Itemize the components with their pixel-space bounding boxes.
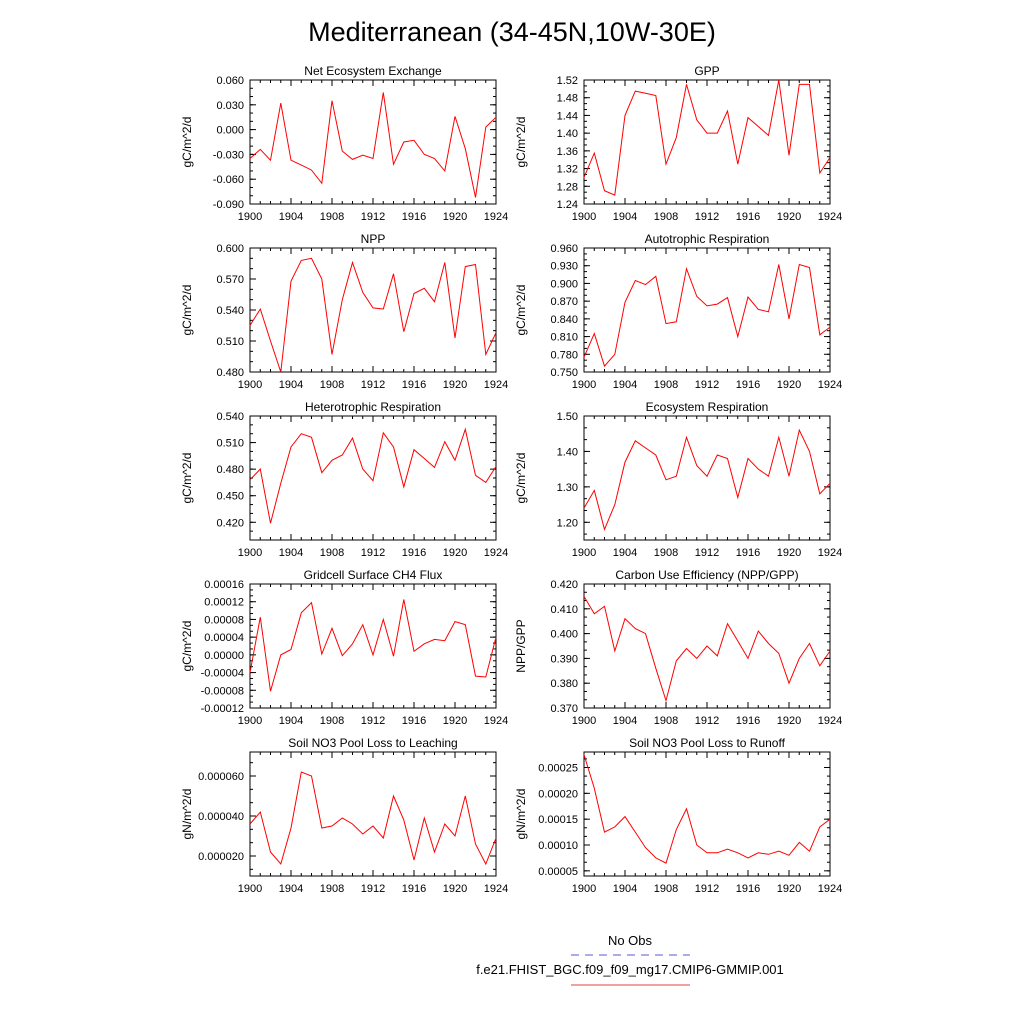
x-tick-label: 1900 — [571, 379, 597, 391]
y-axis-label: gC/m^2/d — [180, 620, 194, 672]
y-tick-label: -0.030 — [212, 149, 244, 162]
y-tick-label: 1.36 — [556, 145, 578, 158]
y-axis-label: gC/m^2/d — [514, 116, 528, 168]
y-tick-label: 1.52 — [556, 75, 578, 87]
x-tick-label: 1900 — [237, 883, 263, 895]
x-tick-label: 1912 — [694, 547, 720, 559]
x-tick-label: 1900 — [237, 715, 263, 727]
series-line — [584, 265, 830, 367]
y-tick-label: 0.000040 — [198, 811, 244, 823]
y-tick-label: 0.00015 — [538, 814, 578, 827]
x-tick-label: 1912 — [360, 211, 386, 223]
y-tick-label: 0.540 — [216, 305, 244, 317]
x-tick-label: 1920 — [776, 379, 802, 391]
x-tick-label: 1912 — [694, 379, 720, 391]
x-tick-label: 1924 — [483, 211, 509, 223]
legend — [476, 933, 784, 985]
x-tick-label: 1904 — [612, 883, 638, 895]
y-tick-label: 0.870 — [550, 296, 578, 309]
panel-title: Soil NO3 Pool Loss to Runoff — [629, 736, 785, 750]
y-axis-label: gC/m^2/d — [180, 452, 194, 504]
series-line — [250, 600, 496, 692]
x-tick-label: 1920 — [442, 379, 468, 391]
series-line — [584, 755, 830, 864]
y-tick-label: -0.060 — [212, 174, 244, 187]
series-line — [250, 92, 496, 197]
y-tick-label: 0.570 — [216, 274, 244, 286]
x-tick-label: 1924 — [483, 883, 509, 895]
y-tick-label: -0.00008 — [200, 685, 244, 698]
x-tick-label: 1908 — [653, 715, 679, 727]
x-tick-label: 1916 — [735, 547, 761, 559]
x-tick-label: 1904 — [278, 715, 304, 727]
x-tick-label: 1920 — [776, 715, 802, 727]
x-tick-label: 1924 — [483, 547, 509, 559]
y-tick-label: 0.420 — [550, 579, 578, 591]
x-tick-label: 1916 — [401, 379, 427, 391]
x-tick-label: 1920 — [776, 547, 802, 559]
chart-panel — [514, 64, 842, 223]
x-tick-label: 1924 — [483, 379, 509, 391]
series-line — [250, 772, 496, 864]
x-tick-label: 1920 — [442, 715, 468, 727]
y-tick-label: 0.420 — [216, 517, 244, 530]
y-tick-label: 0.00025 — [538, 762, 578, 775]
y-tick-label: 0.750 — [550, 367, 578, 379]
y-tick-label: 0.00012 — [204, 596, 244, 609]
y-axis-label: gN/m^2/d — [514, 788, 528, 840]
y-tick-label: 0.450 — [216, 490, 244, 503]
y-tick-label: 0.390 — [550, 653, 578, 666]
x-tick-label: 1916 — [735, 715, 761, 727]
y-tick-label: 1.48 — [556, 92, 578, 105]
x-tick-label: 1912 — [360, 715, 386, 727]
y-tick-label: 0.00008 — [204, 614, 244, 627]
x-tick-label: 1904 — [612, 379, 638, 391]
y-tick-label: 0.540 — [216, 411, 244, 423]
y-tick-label: 0.510 — [216, 336, 244, 348]
x-tick-label: 1900 — [571, 547, 597, 559]
x-tick-label: 1912 — [360, 883, 386, 895]
x-tick-label: 1924 — [817, 547, 843, 559]
x-tick-label: 1920 — [776, 211, 802, 223]
chart-panel — [180, 232, 508, 391]
y-tick-label: 0.510 — [216, 437, 244, 450]
x-tick-label: 1924 — [817, 379, 843, 391]
y-tick-label: 0.810 — [550, 331, 578, 344]
x-tick-label: 1900 — [237, 379, 263, 391]
x-tick-label: 1912 — [694, 883, 720, 895]
plot-frame — [250, 416, 496, 540]
x-tick-label: 1916 — [735, 883, 761, 895]
x-tick-label: 1916 — [401, 547, 427, 559]
panel-title: Gridcell Surface CH4 Flux — [303, 568, 443, 582]
series-line — [584, 80, 830, 195]
panel-title: Soil NO3 Pool Loss to Leaching — [288, 736, 458, 750]
chart-panel — [180, 64, 508, 223]
plot-frame — [250, 80, 496, 204]
y-tick-label: 1.30 — [556, 481, 578, 494]
x-tick-label: 1904 — [612, 715, 638, 727]
y-tick-label: 0.000060 — [198, 771, 244, 783]
x-tick-label: 1920 — [442, 211, 468, 223]
x-tick-label: 1924 — [817, 715, 843, 727]
plot-frame — [584, 752, 830, 876]
legend-label-obs: No Obs — [607, 933, 653, 948]
x-tick-label: 1916 — [401, 715, 427, 727]
y-tick-label: 0.060 — [216, 75, 244, 87]
y-tick-label: 0.000020 — [198, 851, 244, 863]
y-tick-label: 1.40 — [556, 128, 578, 141]
x-tick-label: 1912 — [360, 379, 386, 391]
x-tick-label: 1908 — [653, 547, 679, 559]
x-tick-label: 1908 — [319, 379, 345, 391]
y-tick-label: 0.00000 — [204, 649, 244, 662]
chart-panel — [180, 568, 508, 727]
y-tick-label: 0.380 — [550, 678, 578, 691]
y-tick-label: -0.00004 — [200, 667, 244, 680]
y-tick-label: 0.840 — [550, 313, 578, 326]
y-tick-label: 0.000 — [216, 124, 244, 137]
legend-label-model: f.e21.FHIST_BGC.f09_f09_mg17.CMIP6-GMMIP.001 — [476, 962, 784, 977]
chart-panel — [514, 232, 842, 391]
y-tick-label: 0.900 — [550, 278, 578, 291]
x-tick-label: 1916 — [735, 379, 761, 391]
x-tick-label: 1904 — [278, 379, 304, 391]
series-line — [250, 258, 496, 372]
panel-title: GPP — [694, 64, 720, 78]
chart-panel — [180, 400, 508, 559]
x-tick-label: 1924 — [817, 883, 843, 895]
y-tick-label: 0.780 — [550, 349, 578, 362]
y-tick-label: 0.00010 — [538, 840, 578, 852]
y-tick-label: 0.00004 — [204, 632, 244, 645]
x-tick-label: 1912 — [694, 715, 720, 727]
y-tick-label: 0.400 — [550, 628, 578, 641]
panel-title: Autotrophic Respiration — [644, 232, 770, 246]
y-tick-label: -0.00012 — [200, 703, 244, 715]
panel-title: Heterotrophic Respiration — [304, 400, 442, 414]
series-line — [250, 429, 496, 523]
x-tick-label: 1904 — [612, 547, 638, 559]
series-line — [584, 596, 830, 700]
x-tick-label: 1916 — [401, 883, 427, 895]
x-tick-label: 1916 — [735, 211, 761, 223]
y-tick-label: 0.00005 — [538, 865, 578, 878]
y-tick-label: 0.030 — [216, 99, 244, 112]
panel-title: Ecosystem Respiration — [645, 400, 769, 414]
series-line — [584, 430, 830, 529]
y-tick-label: 0.00016 — [204, 579, 244, 591]
y-tick-label: 0.410 — [550, 603, 578, 616]
y-tick-label: 1.32 — [556, 163, 578, 176]
chart-panel — [180, 736, 508, 895]
y-tick-label: -0.090 — [212, 199, 244, 211]
panel-grid — [180, 64, 842, 895]
y-tick-label: 0.930 — [550, 260, 578, 273]
panel-title: Net Ecosystem Exchange — [304, 64, 442, 78]
y-tick-label: 1.24 — [556, 199, 578, 211]
y-tick-label: 1.20 — [556, 517, 578, 530]
y-axis-label: NPP/GPP — [514, 619, 528, 673]
x-tick-label: 1916 — [401, 211, 427, 223]
x-tick-label: 1900 — [237, 211, 263, 223]
x-tick-label: 1900 — [571, 211, 597, 223]
x-tick-label: 1900 — [237, 547, 263, 559]
plot-frame — [584, 80, 830, 204]
plot-frame — [250, 752, 496, 876]
x-tick-label: 1904 — [278, 883, 304, 895]
x-tick-label: 1904 — [612, 211, 638, 223]
y-tick-label: 0.370 — [550, 703, 578, 715]
x-tick-label: 1908 — [653, 379, 679, 391]
x-tick-label: 1920 — [442, 547, 468, 559]
y-axis-label: gC/m^2/d — [514, 284, 528, 336]
x-tick-label: 1924 — [817, 211, 843, 223]
panel-title: Carbon Use Efficiency (NPP/GPP) — [615, 568, 799, 582]
y-axis-label: gN/m^2/d — [180, 788, 194, 840]
y-axis-label: gC/m^2/d — [514, 452, 528, 504]
y-tick-label: 0.480 — [216, 464, 244, 477]
y-axis-label: gC/m^2/d — [180, 284, 194, 336]
x-tick-label: 1900 — [571, 883, 597, 895]
panel-title: NPP — [360, 232, 386, 246]
x-tick-label: 1900 — [571, 715, 597, 727]
y-tick-label: 1.40 — [556, 446, 578, 459]
x-tick-label: 1908 — [319, 211, 345, 223]
x-tick-label: 1920 — [776, 883, 802, 895]
y-tick-label: 0.00020 — [538, 788, 578, 801]
x-tick-label: 1908 — [653, 211, 679, 223]
x-tick-label: 1908 — [319, 715, 345, 727]
x-tick-label: 1912 — [360, 547, 386, 559]
plot-frame — [584, 248, 830, 372]
x-tick-label: 1912 — [694, 211, 720, 223]
y-tick-label: 1.44 — [556, 110, 578, 123]
x-tick-label: 1908 — [319, 883, 345, 895]
y-axis-label: gC/m^2/d — [180, 116, 194, 168]
x-tick-label: 1904 — [278, 211, 304, 223]
chart-panel — [514, 736, 842, 895]
y-tick-label: 0.600 — [216, 243, 244, 255]
y-tick-label: 0.960 — [550, 243, 578, 255]
x-tick-label: 1924 — [483, 715, 509, 727]
figure-title: Mediterranean (34-45N,10W-30E) — [308, 17, 716, 47]
chart-panel — [514, 568, 842, 727]
x-tick-label: 1904 — [278, 547, 304, 559]
plot-frame — [250, 584, 496, 708]
x-tick-label: 1908 — [319, 547, 345, 559]
y-tick-label: 0.480 — [216, 367, 244, 379]
y-tick-label: 1.50 — [556, 411, 578, 423]
x-tick-label: 1920 — [442, 883, 468, 895]
chart-panel — [514, 400, 842, 559]
x-tick-label: 1908 — [653, 883, 679, 895]
y-tick-label: 1.28 — [556, 181, 578, 194]
